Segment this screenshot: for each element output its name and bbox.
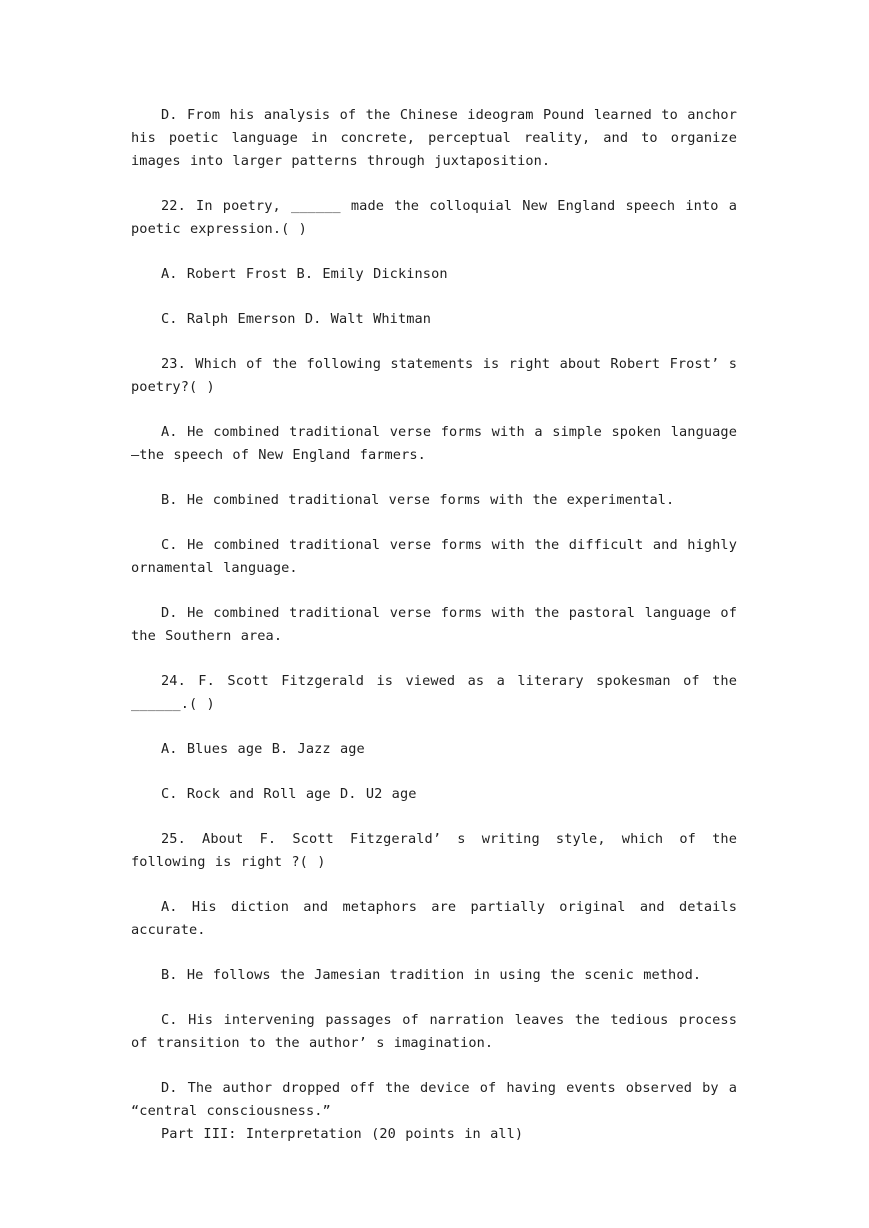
options-24-ab: A. Blues age B. Jazz age	[161, 741, 365, 757]
option-23-a: A. He combined traditional verse forms with a simple spoken language—the speech of New England farmers.	[131, 424, 737, 463]
option-25-a: A. His diction and metaphors are partially original and details accurate.	[131, 899, 737, 938]
question-23: 23. Which of the following statements is right about Robert Frost’ s poetry?( )	[131, 356, 737, 395]
option-23-d: D. He combined traditional verse forms with the pastoral language of the Southern area.	[131, 605, 737, 644]
option-23-c: C. He combined traditional verse forms with the difficult and highly ornamental language.	[131, 537, 737, 576]
question-25: 25. About F. Scott Fitzgerald’ s writing style, which of the following is right ?( )	[131, 831, 737, 870]
question-22: 22. In poetry, ______ made the colloquial New England speech into a poetic expression.( )	[131, 198, 737, 237]
option-25-c: C. His intervening passages of narration leaves the tedious process of transition to the author’ s imagination.	[131, 1012, 737, 1051]
options-22-ab: A. Robert Frost B. Emily Dickinson	[161, 266, 448, 282]
options-22-cd: C. Ralph Emerson D. Walt Whitman	[161, 311, 432, 327]
option-21-d: D. From his analysis of the Chinese ideogram Pound learned to anchor his poetic language in concrete, perceptual reality, and to organize images into larger patterns through juxtaposition.	[131, 107, 737, 169]
option-23-b: B. He combined traditional verse forms with the experimental.	[161, 492, 675, 508]
option-25-d: D. The author dropped off the device of having events observed by a “central consciousness.”	[131, 1080, 737, 1119]
question-24: 24. F. Scott Fitzgerald is viewed as a literary spokesman of the ______.( )	[131, 673, 737, 712]
document-page	[131, 104, 737, 1168]
section-heading-part-iii: Part III: Interpretation (20 points in all)	[161, 1126, 524, 1142]
option-25-b: B. He follows the Jamesian tradition in using the scenic method.	[161, 967, 702, 983]
options-24-cd: C. Rock and Roll age D. U2 age	[161, 786, 417, 802]
